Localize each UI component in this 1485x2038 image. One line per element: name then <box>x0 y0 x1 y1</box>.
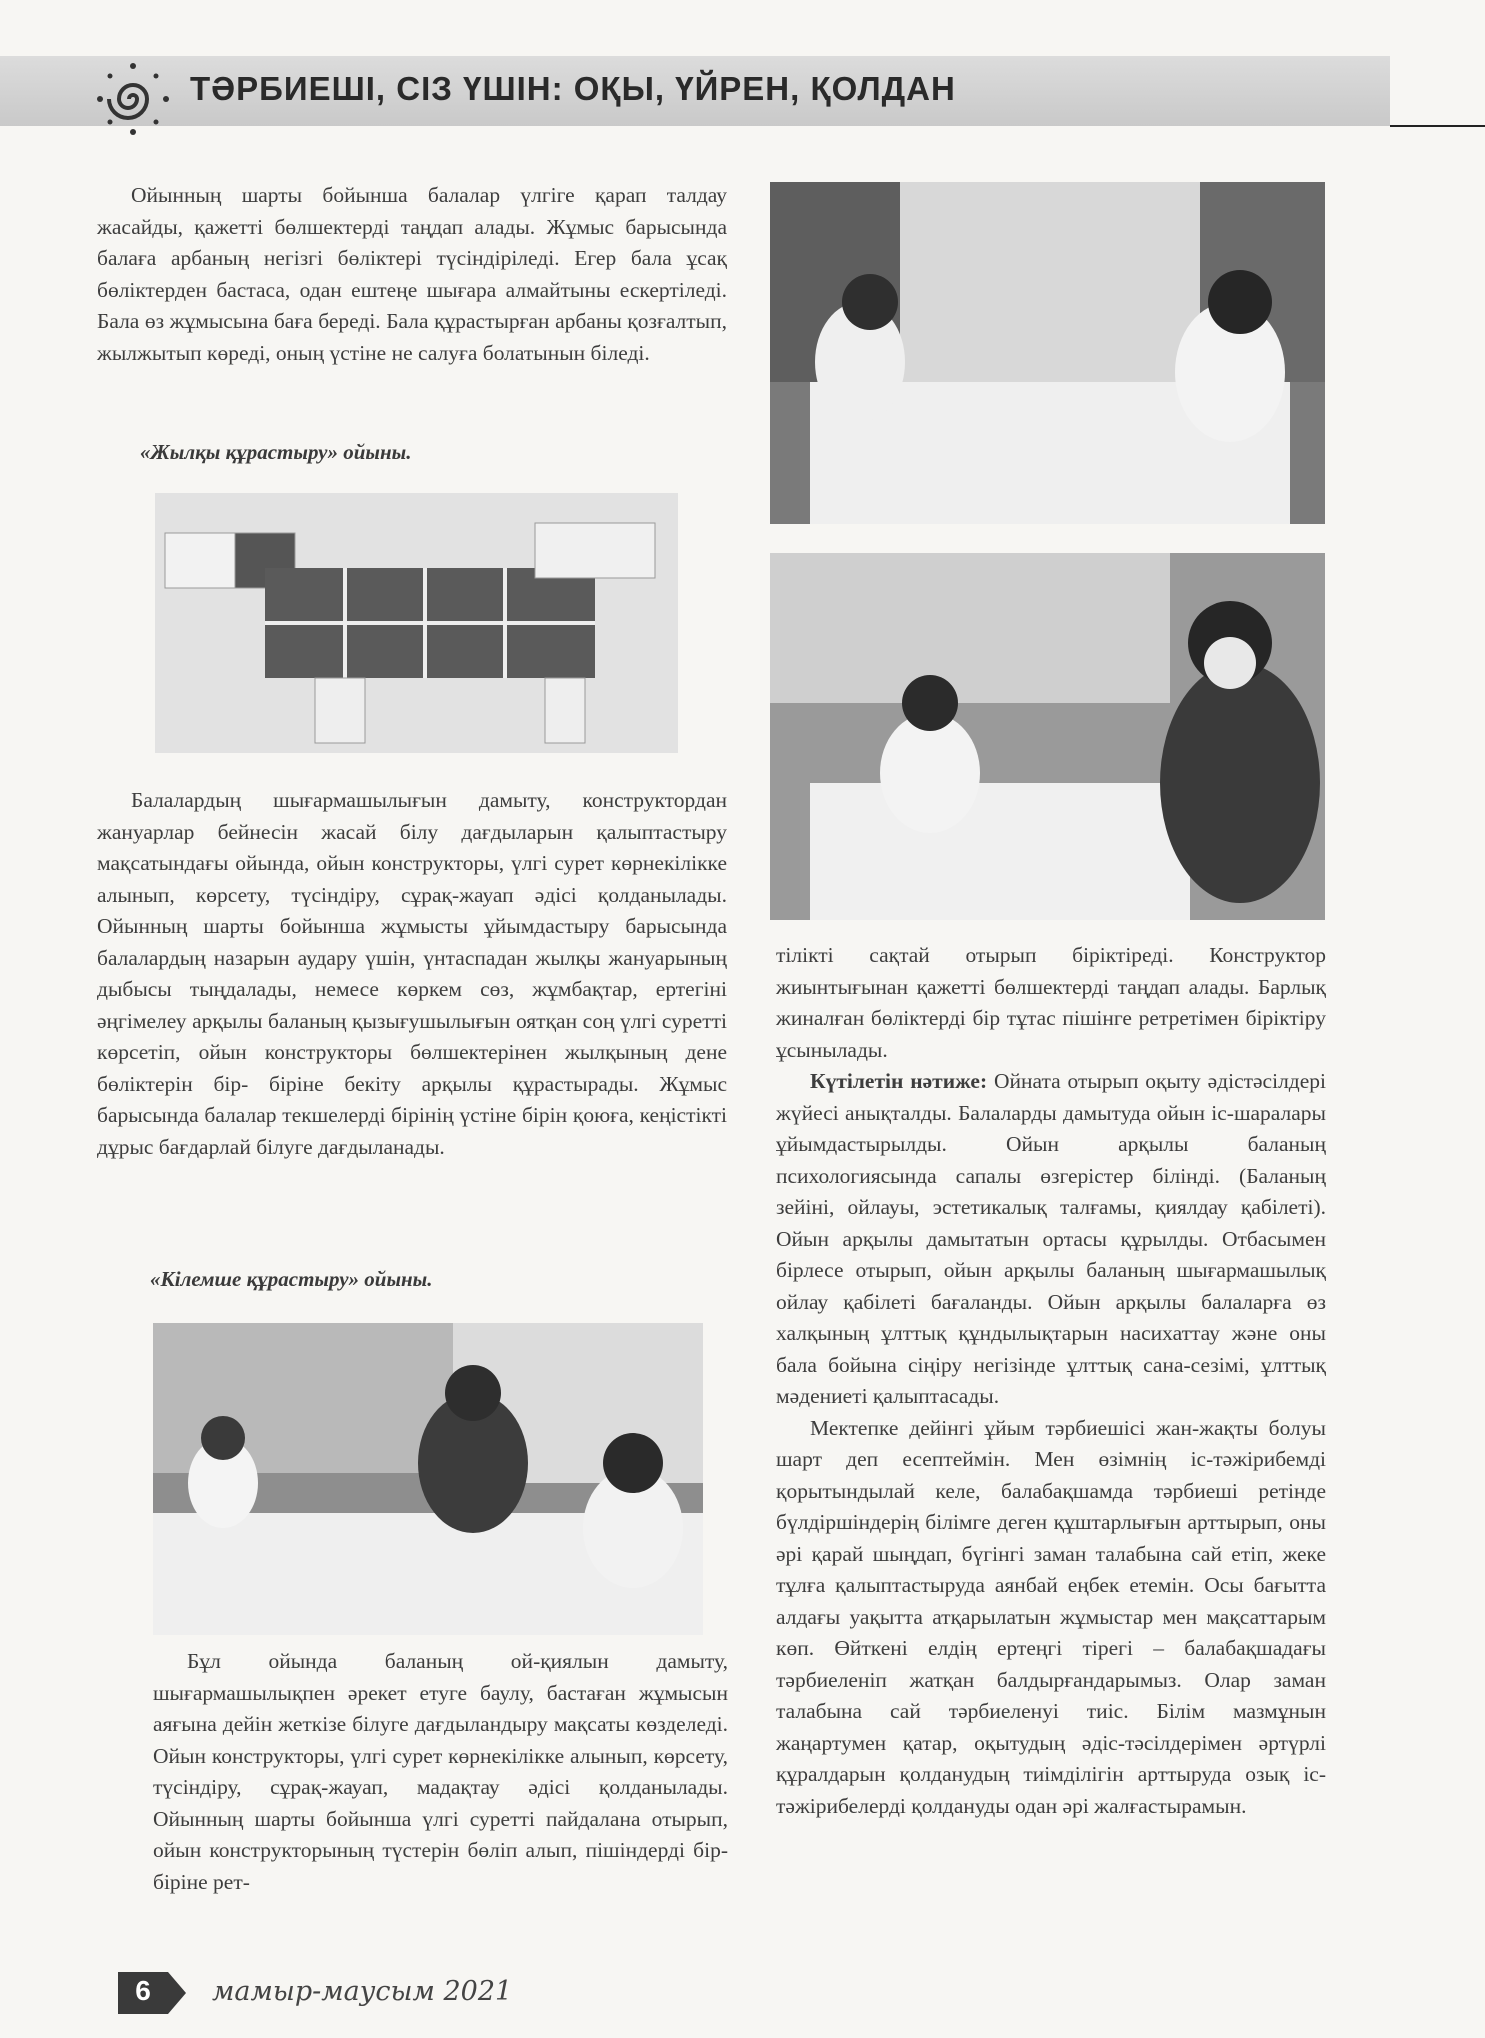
page-number: 6 <box>135 1975 151 2006</box>
paragraph-text: Ойынның шарты бойынша балалар үлгіге қарап талдау жасайды, қажетті бөлшектерді таңдап алады. Жұмыс барысында балаға арбаның негізгі бөліктері түсіндіріледі. Егер бала ұсақ бөліктерден бастаса, одан ештеңе шығара алмайтыны ескертіледі. Бала өз жұмысына баға береді. Бала құрастырған арбаны қозғалтып, жылжытып көреді, оның үстіне не салуға болатынын біледі. <box>97 183 727 365</box>
paragraph-text: Балалардың шығармашылығын дамыту, конструктордан жануарлар бейнесін жасай білу дағдыларын қалыптастыру мақсатындағы ойында, ойын конструкторы, үлгі сурет көрнекілікке алынып, көрсету, түсіндіру, сұрақ-жауап әдісі қолданылады. Ойынның шарты бойынша жұмысты ұйымдастыру барысында балалардың назарын аудару үшін, үнтаспадан жылқы жануарының дыбысы тыңдалады, немесе көркем сөз, жұмбақтар, ертегіні әңгімелеу арқылы баланың қызығушылығын оятқан соң үлгі суретті көрсетіп, ойын конструкторы бөлшектерінен жылқының дене бөліктерін бір- біріне бекіту арқылы құрастырады. Жұмыс барысында балалар текшелерді бірінің үстіне бірін қоюға, кеңістікті дұрыс бағдарлай білуге дағдыланады. <box>97 788 727 1159</box>
paragraph-text: Ойната отырып оқыту әдістәсілдері жүйесі анықталды. Балаларды дамытуда ойын іс-шаралары ұйымдастырылды. Ойын арқылы баланың психологиясында сапалы өзгерістер білінді. (Баланың зейіні, ойлауы, эстетикалық талғамы, қиялдау қабілеті). Ойын арқылы дамытатын ортасы құрылды. Отбасымен бірлесе отырып, ойын арқылы баланың шығармашылық ойлау қабілеті бағаланды. Ойын арқылы балаларға өз халқының ұлттық құндылықтарын насихаттау және оны бала бойына сіңіру негізінде ұлттық сана-сезімі, ұлттық мәдениеті қалыптасады. <box>776 1069 1327 1408</box>
left-paragraph-1 <box>97 180 727 369</box>
page-number-arrow <box>168 1972 186 2014</box>
teacher-with-child-photo <box>770 553 1325 920</box>
caption-carpet-game: «Кілемше құрастыру» ойыны. <box>150 1267 433 1291</box>
sun-spiral-icon <box>92 58 174 140</box>
caption-horse-game: «Жылқы құрастыру» ойыны. <box>140 440 412 464</box>
left-paragraph-2 <box>97 785 727 1163</box>
paragraph-text: Мектепке дейінгі ұйым тәрбиешісі жан-жақты болуы шарт деп есептеймін. Мен өзімнің іс-тәжірибемді қорытындылай келе, балабақшамда тәрбиеші ретінде бүлдіршіндерің білімге деген құштарлығын арттырып, оны әрі қарай шыңдап, бүгінгі заман талабына сай етіп, жеке тұлға қалыптастыруда аянбай еңбек етемін. Осы бағытта алдағы уақытта атқарылатын жұмыстар мен мақсаттарым көп. Өйткені елдің ертеңгі тірегі – балабақшадағы тәрбиеленіп жатқан балдырғандарымыз. Олар заман талабына сай тәрбиеленуі тиіс. Білім мазмұнын жаңартумен қатар, оқытудың әдіс-тәсілдерімен әртүрлі құралдарын қолданудың тиімділігін арттыруда озық іс-тәжірибелерді қолдануды одан әрі жалғастырамын. <box>776 1415 1326 1818</box>
header-rule <box>1390 125 1485 127</box>
paragraph-text: Бұл ойында баланың ой-қиялын дамыту, шығармашылықпен әрекет етуге баулу, бастаған жұмысын аяғына дейін жеткізе білуге дағдыландыру мақсаты көзделеді. Ойын конструкторы, үлгі сурет көрнекілікке алынып, көрсету, түсіндіру, сұрақ-жауап, мадақтау әдісі қолданылады. Ойынның шарты бойынша үлгі суретті пайдалана отырып, ойын конструкторының түстерін бөліп алып, пішіндерді бір-біріне рет- <box>153 1649 728 1894</box>
section-title: ТӘРБИЕШІ, СІЗ ҮШІН: ОҚЫ, ҮЙРЕН, ҚОЛДАН <box>190 70 956 107</box>
horse-construction-photo <box>155 493 678 753</box>
paragraph-text: тілікті сақтай отырып біріктіреді. Конструктор жиынтығынан қажетті бөлшектерді таңдап алады. Барлық жиналған бөліктерді бір тұтас пішінге ретретімен біріктіру ұсынылады. <box>776 943 1326 1062</box>
issue-date: мамыр-маусым 2021 <box>212 1976 513 2007</box>
carpet-game-photo <box>153 1323 703 1635</box>
right-column-text <box>776 940 1326 1822</box>
left-paragraph-3 <box>153 1646 728 1898</box>
children-at-table-photo <box>770 182 1325 524</box>
result-label: Күтілетін нәтиже: <box>810 1069 988 1093</box>
